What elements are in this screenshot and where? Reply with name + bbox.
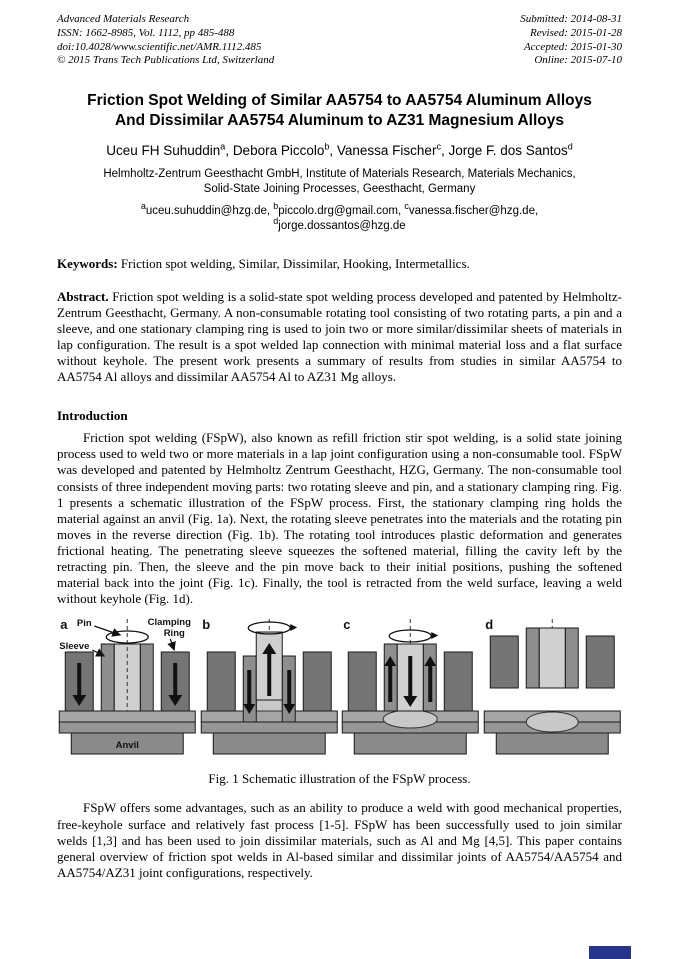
panel-letter-a: a: [60, 617, 68, 633]
email-address: piccolo.drg@gmail.com: [278, 205, 398, 218]
rotation-arrowhead: [290, 624, 297, 631]
issn-volume-line: ISSN: 1662-8985, Vol. 1112, pp 485-488: [57, 26, 235, 39]
email-sup: c: [404, 201, 409, 212]
clamping-ring-right: [303, 652, 331, 711]
sleeve-left: [526, 628, 539, 688]
panel-letter-b: b: [201, 617, 210, 633]
journal-name: Advanced Materials Research: [57, 13, 190, 25]
anvil-shape: [354, 733, 466, 754]
author-sep: ,: [329, 142, 337, 158]
author-sep: ,: [440, 142, 449, 158]
section-heading-introduction: Introduction: [57, 408, 128, 424]
copyright-line: © 2015 Trans Tech Publications Ltd, Switzerland: [57, 54, 275, 67]
email-sup: a: [140, 201, 146, 212]
keywords-line: [57, 256, 622, 272]
email-sep: ,: [397, 205, 405, 218]
author-sup: a: [220, 141, 226, 152]
clamping-ring-right: [586, 636, 614, 688]
paper-title: [57, 91, 622, 132]
abstract: [57, 289, 622, 386]
squeezed-material: [256, 700, 282, 711]
email-lines: [57, 201, 622, 234]
footer-mark: [589, 946, 631, 959]
keywords-text: Friction spot welding, Similar, Dissimilar, Hooking, Intermetallics.: [120, 255, 470, 271]
clamping-label-line2: Ring: [163, 628, 185, 640]
email-sep: ,: [266, 205, 274, 218]
softened-material: [383, 710, 437, 728]
weld-nugget: [526, 712, 578, 732]
journal-header: [57, 13, 622, 68]
affiliation-line-1: Helmholtz-Zentrum Geesthacht GmbH, Institute of Materials Research, Materials Mechanics,: [103, 167, 576, 180]
figure-panel-d: [482, 616, 623, 766]
author-name: Vanessa Fischer: [336, 142, 437, 158]
email-line-2: [57, 216, 622, 234]
submitted-date: Submitted: 2014-08-31: [520, 13, 622, 25]
pin-leader-arrow: [94, 626, 120, 635]
anvil-shape: [496, 733, 608, 754]
title-line-1: Friction Spot Welding of Similar AA5754 to AA5754 Aluminum Alloys: [87, 92, 592, 109]
figure-1: [57, 616, 622, 787]
clamping-ring-right: [444, 652, 472, 711]
accepted-date: Accepted: 2015-01-30: [523, 40, 622, 53]
dates-info: [520, 13, 622, 68]
rotation-arrowhead: [431, 632, 438, 639]
email-address: uceu.suhuddin@hzg.de: [145, 205, 267, 218]
authors-line: [57, 143, 622, 158]
closing-paragraph: FSpW offers some advantages, such as an ability to produce a weld with good mechanical properties, free-keyhole surface and relatively fast process [1-5]. FSpW has been successfully used to join similar welds [1,3] and has been used to join dissimilar materials, such as Al and Mg [4,5]. This paper contains general overview of friction spot welds in Al-based similar and dissimilar joints of AA5754/AA5754 and AA5754/AZ31 joint configurations, respectively.: [57, 800, 622, 880]
figure-panel-a: [57, 616, 198, 766]
email-address: vanessa.fischer@hzg.de: [408, 205, 535, 218]
title-line-2: And Dissimilar AA5754 Aluminum to AZ31 Magnesium Alloys: [114, 112, 565, 130]
abstract-label: Abstract.: [57, 288, 109, 304]
author-sup: b: [324, 141, 330, 152]
doi-line: doi:10.4028/www.scientific.net/AMR.1112.485: [57, 40, 262, 53]
email-line-1: [57, 201, 622, 219]
figure-panel-c: [340, 616, 481, 766]
sleeve-left: [101, 644, 114, 711]
introduction-paragraph: Friction spot welding (FSpW), also known as refill friction stir spot welding, is a solid state joining process used to weld two or more materials in a lap joint configuration using a non-consumable tool. FSpW was developed and patented by Helmholtz Zentrum Geesthacht, HZG, Germany. The non-consumable tool consists of three independent moving parts: two rotating sleeve and pin, and a stationary clamping ring. Fig. 1 presents a schematic illustration of the FSpW process. First, the stationary clamping ring holds the material against an anvil (Fig. 1a). Next, the rotating sleeve penetrates into the materials and the rotating pin moves in the reverse direction (Fig. 1b). The rotating tool introduces plastic deformation and generates frictional heating. The penetrating sleeve squeezes the softened material, filling the cavity left by the retracting pin. Then, the sleeve and the pin move back to their initial positions, pushing the softened material back into the joint (Fig. 1c). Finally, the tool is retracted from the weld surface, leaving a weld without keyhole (Fig. 1d).: [57, 430, 622, 607]
figure-panels: [57, 616, 622, 766]
sleeve-right: [565, 628, 578, 688]
figure-panel-b: [199, 616, 340, 766]
lower-sheet: [59, 722, 195, 733]
clamping-ring-left: [490, 636, 518, 688]
panel-letter-c: c: [343, 617, 351, 633]
author-sup: d: [567, 141, 573, 152]
sleeve-label: Sleeve: [59, 641, 90, 653]
pin-shape: [539, 628, 565, 688]
journal-info: [57, 13, 274, 68]
panel-letter-d: d: [484, 617, 493, 633]
revised-date: Revised: 2015-01-28: [530, 26, 622, 39]
anvil-label: Anvil: [115, 740, 139, 752]
author-name: Uceu FH Suhuddin: [106, 142, 221, 158]
email-sep: ,: [534, 205, 539, 218]
upper-sheet: [59, 711, 195, 722]
affiliation-line-2: Solid-State Joining Processes, Geesthacht, Germany: [203, 183, 476, 196]
lower-sheet: [201, 722, 337, 733]
clamping-ring-left: [207, 652, 235, 711]
author-name: Jorge F. dos Santos: [448, 142, 568, 158]
keywords-label: Keywords:: [57, 255, 118, 271]
sleeve-right: [140, 644, 153, 711]
author-sep: ,: [225, 142, 233, 158]
affiliation: [57, 167, 622, 197]
clamping-label-line1: Clamping: [147, 617, 191, 629]
author-name: Debora Piccolo: [232, 142, 325, 158]
abstract-text: Friction spot welding is a solid-state spot welding process developed and patented by Helmholtz-Zentrum Geesthacht, Germany. A non-consumable rotating tool consisting of two rotating parts, a pin and a sleeve, and one stationary clamping ring is used to join two or more similar/dissimilar sheets of materials in lap configuration. The result is a spot welded lap connection with minimal material loss and a flat surface without keyhole. The present work presents a summary of results from studies in similar AA5754 to AA5754 Al alloys and dissimilar AA5754 Al to AZ31 Mg alloys.: [57, 288, 622, 385]
email-sup: b: [273, 201, 279, 212]
email-sup: d: [273, 216, 279, 227]
clamping-ring-left: [348, 652, 376, 711]
author-sup: c: [436, 141, 441, 152]
online-date: Online: 2015-07-10: [534, 54, 622, 67]
figure-caption: Fig. 1 Schematic illustration of the FSpW process.: [208, 771, 471, 787]
email-address: jorge.dossantos@hzg.de: [278, 220, 406, 233]
anvil-shape: [213, 733, 325, 754]
upper-sheet: [201, 711, 337, 722]
clamping-leader-arrow: [170, 639, 174, 650]
pin-label: Pin: [76, 618, 92, 630]
